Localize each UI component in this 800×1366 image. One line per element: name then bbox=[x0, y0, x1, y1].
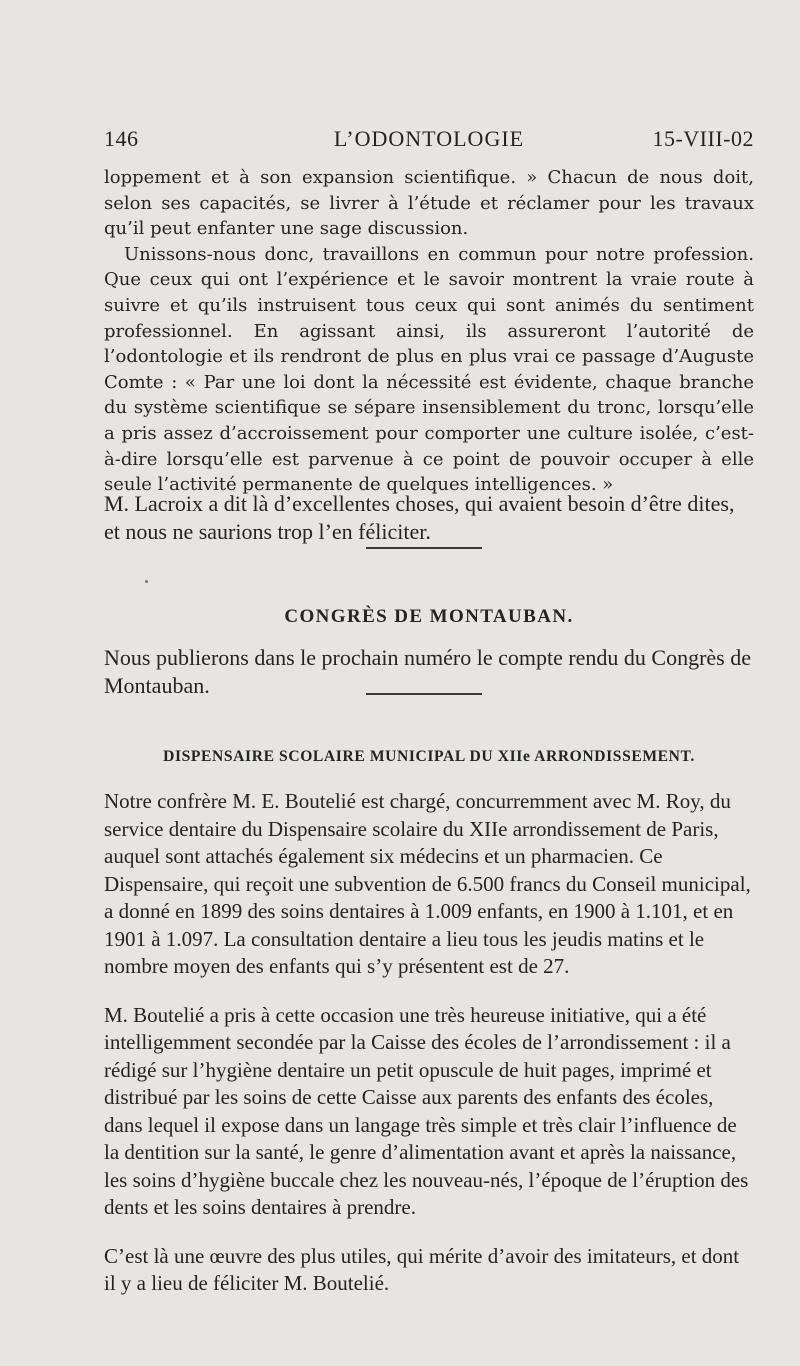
running-head bbox=[104, 126, 754, 156]
issue-date: 15-VIII-02 bbox=[652, 126, 754, 151]
montauban-paragraph: Nous publierons dans le prochain numéro le compte rendu du Congrès de Montauban. bbox=[104, 645, 752, 698]
page-number: 146 bbox=[104, 126, 139, 151]
section-divider bbox=[366, 547, 482, 549]
print-speck bbox=[145, 580, 148, 583]
montauban-heading: CONGRÈS DE MONTAUBAN. bbox=[284, 605, 574, 627]
intro-paragraph-continued: loppement et à son expansion scientifique. » Chacun de nous doit, selon ses capacités, se livrer à l’étude et réclamer pour les travaux qu’il peut enfanter une sage discussion. bbox=[104, 167, 754, 240]
dispensaire-heading: DISPENSAIRE SCOLAIRE MUNICIPAL DU XIIe ARRONDISSEMENT. bbox=[163, 747, 695, 765]
dispensaire-paragraph-service: Notre confrère M. E. Boutelié est chargé, concurremment avec M. Roy, du service dentaire du Dispensaire scolaire du XIIe arrondissement de Paris, auquel sont attachés également six médecins et un pharmacien. Ce Dispensaire, qui reçoit une subvention de 6.500 francs du Conseil municipal, a donné en 1899 des soins dentaires à 1.009 enfants, en 1900 à 1.101, et en 1901 à 1.097. La consultation dentaire a lieu tous les jeudis matins et le nombre moyen des enfants qui s’y présentent est de 27. bbox=[104, 789, 751, 978]
dispensaire-paragraph-initiative: M. Boutelié a pris à cette occasion une très heureuse initiative, qui a été intelligemment secondée par la Caisse des écoles de l’arrondissement : il a rédigé sur l’hygiène dentaire un petit opuscule de huit pages, imprimé et distribué par les soins de cette Caisse aux parents des enfants des écoles, dans lequel il expose dans un langage très simple et très clair l’influence de la dentition sur la santé, le genre d’alimentation avant et après la naissance, les soins d’hygiène buccale chez les nouveau-nés, l’époque de l’éruption des dents et les soins dentaires à prendre. bbox=[104, 1002, 749, 1219]
journal-title: L’ODONTOLOGIE bbox=[333, 126, 525, 151]
lacroix-paragraph: M. Lacroix a dit là d’excellentes choses, qui avaient besoin d’être dites, et nous ne saurions trop l’en féliciter. bbox=[104, 491, 735, 544]
lacroix-section bbox=[104, 468, 754, 568]
intro-paragraph-comte: Unissons-nous donc, travaillons en commun pour notre profession. Que ceux qui ont l’expérience et le savoir montrent la vraie route à suivre et qu’ils instruisent tous ceux qui sont animés du sentiment professionnel. En agissant ainsi, ils assureront l’autorité de l’odontologie et ils rendront de plus en plus vrai ce passage d’Auguste Comte : « Par une loi dont la nécessité est évidente, chaque branche du système scientifique se sépare insensiblement du tronc, lorsqu’elle a pris assez d’accroissement pour comporter une culture isolée, c’est-à-dire lorsqu’elle est parvenue à ce point de pouvoir occuper à elle seule l’activité permanente de quelques intelligences. » bbox=[104, 243, 754, 496]
dispensaire-section bbox=[104, 767, 754, 1319]
montauban-section bbox=[104, 622, 754, 722]
section-divider bbox=[366, 693, 482, 695]
dispensaire-paragraph-conclusion: C’est là une œuvre des plus utiles, qui mérite d’avoir des imitateurs, et dont il y a lieu de féliciter M. Boutelié. bbox=[104, 1243, 740, 1295]
intro-text bbox=[104, 165, 754, 498]
